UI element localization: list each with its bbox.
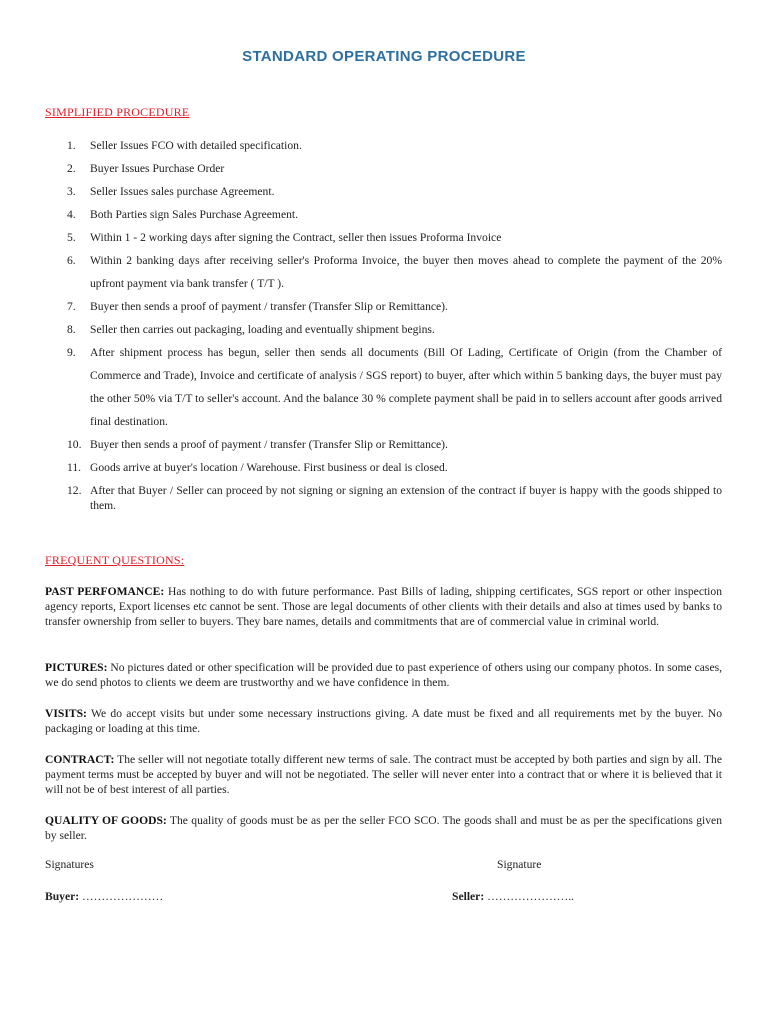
step-number: 12. [67,484,82,497]
step-number: 9. [67,346,76,359]
faq-text: The quality of goods must be as per the seller FCO SCO. The goods shall and must be as per the specifications given by seller. [45,814,723,843]
step-number: 6. [67,254,76,267]
faq-label: CONTRACT: [45,753,115,766]
step-text: Within 2 banking days after receiving seller's Proforma Invoice, the buyer then moves ahead to complete the payment of the 20% upfront payment via bank transfer ( T/T ). [90,254,722,290]
buyer-signature-line [45,890,163,903]
faq-item [45,660,722,690]
step-number: 5. [67,231,76,244]
faq-item [45,706,722,736]
step-text: Buyer then sends a proof of payment / transfer (Transfer Slip or Remittance). [90,300,448,313]
step-text: Seller Issues sales purchase Agreement. [90,185,275,198]
faq-label: VISITS: [45,707,87,720]
procedure-step [45,433,722,456]
seller-dots: ………………….. [484,890,575,903]
step-number: 4. [67,208,76,221]
seller-signature-line [452,890,574,903]
buyer-label: Buyer: [45,890,80,903]
step-text: Both Parties sign Sales Purchase Agreement. [90,208,299,221]
step-number: 11. [67,461,82,474]
procedure-step [45,295,722,318]
step-number: 2. [67,162,76,175]
signatures-label: Signatures [45,858,94,871]
faq-label: QUALITY OF GOODS: [45,814,167,827]
procedure-step [45,479,722,513]
step-number: 1. [67,139,76,152]
faq-item [45,752,722,798]
faq-text: The seller will not negotiate totally different new terms of sale. The contract must be accepted by both parties and sign by all. The payment terms must be accepted by buyer and will not be negotiated. The seller will never enter into a contract that or where it is believed that it will not be of best interest of all parties. [45,753,722,797]
simplified-procedure-heading: SIMPLIFIED PROCEDURE [45,105,190,119]
procedure-step [45,341,722,433]
step-number: 7. [67,300,76,313]
frequent-questions-heading: FREQUENT QUESTIONS: [45,553,185,567]
faq-text: No pictures dated or other specification will be provided due to past experience of others using our company photos. In some cases, we do send photos to clients we deem are trustworthy and we have confidence in them. [45,661,722,690]
faq-item [45,584,722,630]
page-title: STANDARD OPERATING PROCEDURE [242,48,526,65]
step-text: Buyer Issues Purchase Order [90,162,225,175]
faq-text: Has nothing to do with future performance. Past Bills of lading, shipping certificates, SGS report or other inspection agency reports, Export licenses etc cannot be sent. Those are legal documents of other clients with their details and also at times used by banks to transfer ownership from seller to buyers. They bare names, details and commitments that are of commercial value in criminal world. [45,585,722,629]
step-text: Buyer then sends a proof of payment / transfer (Transfer Slip or Remittance). [90,438,448,451]
step-text: Within 1 - 2 working days after signing the Contract, seller then issues Proforma Invoice [90,231,502,244]
faq-text: We do accept visits but under some necessary instructions giving. A date must be fixed and all requirements met by the buyer. No packaging or loading at this time. [45,707,722,736]
faq-label: PICTURES: [45,661,108,674]
procedure-step [45,180,722,203]
step-number: 8. [67,323,76,336]
step-number: 10. [67,438,82,451]
step-text: Goods arrive at buyer's location / Warehouse. First business or deal is closed. [90,461,448,474]
step-text: After shipment process has begun, seller then sends all documents (Bill Of Lading, Certificate of Origin (from the Chamber of Commerce and Trade), Invoice and certificate of analysis / SGS report) to buyer, after which within 5 banking days, the buyer must pay the other 50% via T/T to seller's account. And the balance 30 % complete payment shall be paid in to sellers account after goods arrived final destination. [90,346,722,428]
procedure-step [45,249,722,295]
step-number: 3. [67,185,76,198]
faq-label: PAST PERFOMANCE: [45,585,165,598]
step-text: Seller Issues FCO with detailed specification. [90,139,302,152]
procedure-step [45,226,722,249]
buyer-dots: ………………… [79,890,164,903]
step-text: Seller then carries out packaging, loading and eventually shipment begins. [90,323,435,336]
procedure-step [45,203,722,226]
signature-label: Signature [497,858,542,871]
seller-label: Seller: [452,890,485,903]
procedure-step [45,318,722,341]
procedure-step [45,157,722,180]
step-text: After that Buyer / Seller can proceed by not signing or signing an extension of the contract if buyer is happy with the goods shipped to them. [90,484,722,512]
procedure-step [45,456,722,479]
faq-item [45,813,722,843]
procedure-steps-list [45,134,722,513]
procedure-step [45,134,722,157]
